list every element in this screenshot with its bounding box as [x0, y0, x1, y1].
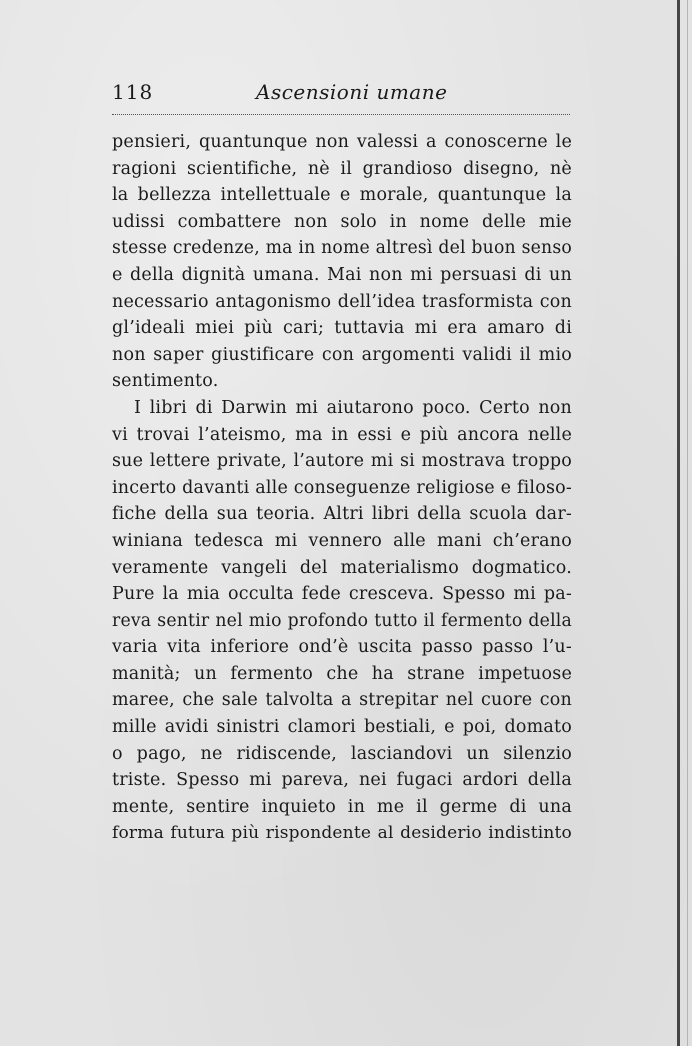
text-line: incerto davanti alle conseguenze religiose e filoso-: [112, 477, 572, 498]
text-line: non saper giustificare con argomenti validi il mio: [112, 344, 572, 365]
text-line: mille avidi sinistri clamori bestiali, e poi, domato: [112, 717, 572, 738]
text-line: la bellezza intellettuale e morale, quantunque la: [112, 185, 572, 206]
text-line: vi trovai l’ateismo, ma in essi e più ancora nelle: [112, 424, 572, 445]
text-line: gl’ideali miei più cari; tuttavia mi era amaro di: [112, 318, 572, 339]
text-line: pensieri, quantunque non valessi a conoscerne le: [112, 132, 572, 152]
text-line: triste. Spesso mi pareva, nei fugaci ardori della: [112, 770, 572, 791]
text-line: veramente vangeli del materialismo dogmatico.: [112, 557, 572, 578]
page-edge-shadow: [677, 0, 680, 1046]
text-line: Pure la mia occulta fede cresceva. Spesso mi pa-: [112, 584, 572, 605]
page-number: 118: [112, 80, 154, 104]
text-line: I libri di Darwin mi aiutarono poco. Certo non: [134, 397, 572, 418]
text-line: sentimento.: [112, 371, 219, 392]
text-line: o pago, ne ridiscende, lasciandovi un silenzio: [112, 743, 572, 764]
text-line: necessario antagonismo dell’idea trasformista con: [112, 291, 572, 312]
text-line: stesse credenze, ma in nome altresì del buon senso: [112, 238, 572, 259]
text-line: winiana tedesca mi vennero alle mani ch’erano: [112, 530, 572, 551]
body-text: [112, 129, 572, 847]
text-line: forma futura più rispondente al desiderio indistinto: [112, 823, 572, 844]
header-rule: [112, 114, 570, 115]
text-line: ragioni scientifiche, nè il grandioso disegno, nè: [112, 158, 572, 179]
text-line: varia vita inferiore ond’è uscita passo passo l’u-: [112, 637, 572, 658]
running-header: [112, 80, 570, 116]
text-line: udissi combattere non solo in nome delle mie: [112, 211, 572, 232]
page-edge-line: [687, 0, 688, 1046]
text-line: fiche della sua teoria. Altri libri della scuola dar-: [112, 504, 572, 525]
text-line: e della dignità umana. Mai non mi persuasi di un: [112, 264, 572, 285]
text-line: reva sentir nel mio profondo tutto il fermento della: [112, 610, 572, 631]
running-title: Ascensioni umane: [256, 80, 448, 104]
text-line: sue lettere private, l’autore mi si mostrava troppo: [112, 451, 572, 472]
text-line: maree, che sale talvolta a strepitar nel cuore con: [112, 690, 572, 711]
text-line: mente, sentire inquieto in me il germe di una: [112, 796, 572, 817]
text-line: manità; un fermento che ha strane impetuose: [112, 663, 572, 684]
